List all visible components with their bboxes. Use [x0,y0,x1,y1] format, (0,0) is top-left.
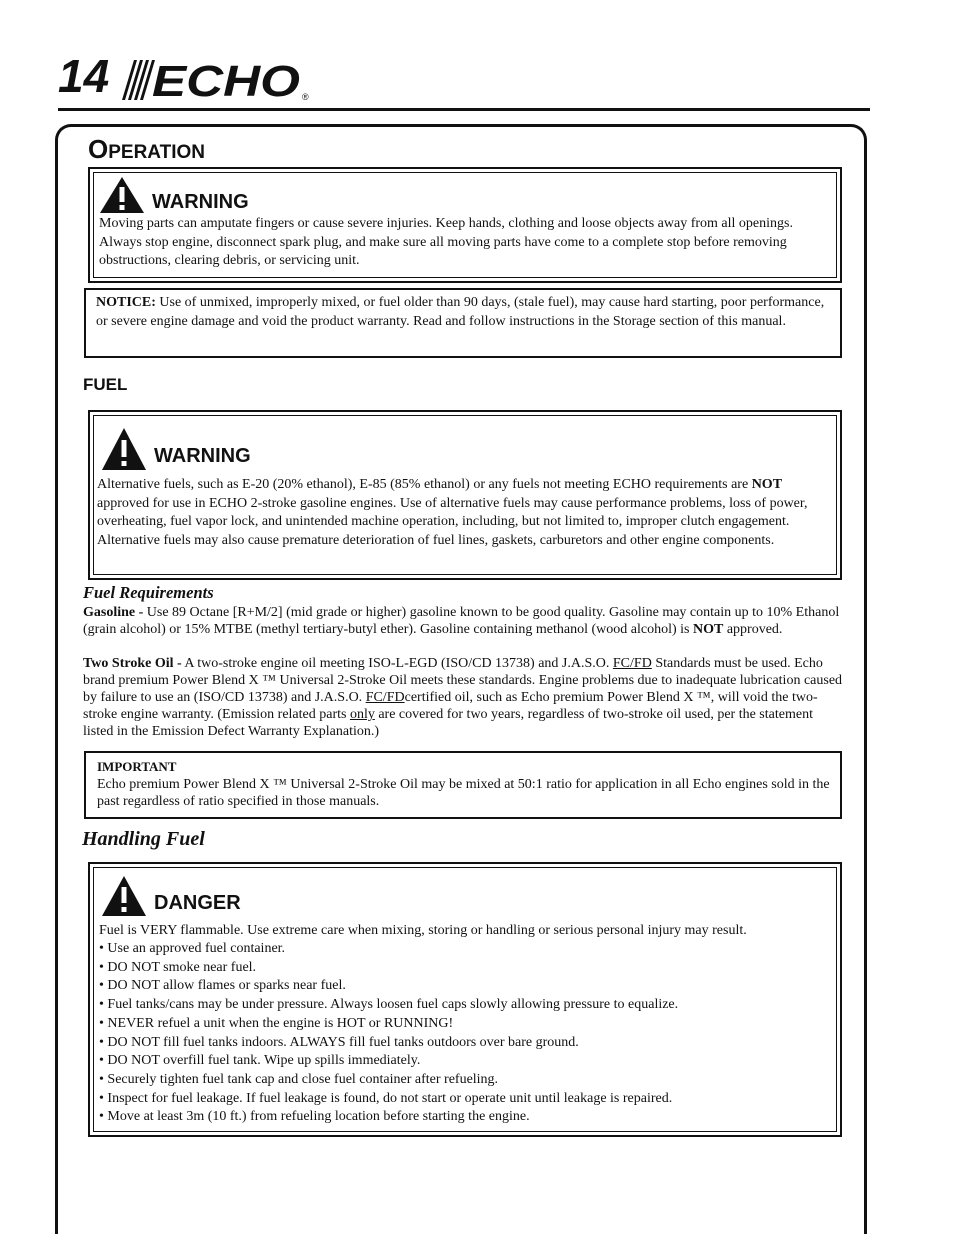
header-rule [58,108,870,111]
list-item: • Securely tighten fuel tank cap and close fuel container after refueling. [99,1071,499,1087]
warning-box-1 [88,167,842,283]
list-item: • DO NOT overfill fuel tank. Wipe up spills immediately. [99,1053,421,1069]
list-item: • Use an approved fuel container. [99,941,286,956]
warning-text-1: Moving parts can amputate fingers or cause severe injuries. Keep hands, clothing and loose objects away from all openings. Always stop engine, disconnect spark plug, and make sure all moving parts have come to a complete stop before removing obstructions, clearing debris, or servicing unit. [99,216,793,269]
danger-list [99,940,835,1127]
important-text: Echo premium Power Blend X ™ Universal 2-Stroke Oil may be mixed at 50:1 ratio for application in all Echo engines sold in the past regardless of ratio specified in those manuals. [97,777,830,809]
danger-box [88,862,842,1137]
danger-intro: Fuel is VERY flammable. Use extreme care when mixing, storing or handling or serious personal injury may result. [99,923,747,938]
list-item: • Inspect for fuel leakage. If fuel leakage is found, do not start or operate unit until leakage is repaired. [99,1090,673,1106]
echo-logo [116,56,312,102]
danger-label: DANGER [154,891,241,914]
danger-header [100,874,241,918]
list-item: • DO NOT fill fuel tanks indoors. ALWAYS fill fuel tanks outdoors over bare ground. [99,1034,579,1050]
list-item: • Fuel tanks/cans may be under pressure. Always loosen fuel caps slowly allowing pressure to equalize. [99,997,679,1013]
warning-triangle-icon [100,426,148,472]
important-box [84,751,842,819]
notice-text: NOTICE: Use of unmixed, improperly mixed, or fuel older than 90 days, (stale fuel), may cause hard starting, poor performance, or severe engine damage and void the product warranty. Read and follow instructions in the Storage section of this manual. [96,295,825,329]
list-item: • DO NOT smoke near fuel. [99,959,257,975]
warning-label: WARNING [154,444,251,467]
fuel-requirements-title: Fuel Requirements [83,583,214,602]
svg-text:ECHO: ECHO [152,57,300,102]
fuel-title: FUEL [83,375,128,394]
page-number: 14 [58,50,110,102]
operation-title: OPERATION [88,134,205,164]
list-item: • DO NOT allow flames or sparks near fuel. [99,978,346,994]
important-label: IMPORTANT [97,759,177,774]
warning-header-1 [98,175,249,215]
list-item: • NEVER refuel a unit when the engine is HOT or RUNNING! [99,1015,454,1031]
warning-label: WARNING [152,190,249,213]
gasoline-paragraph: Gasoline - Use 89 Octane [R+M/2] (mid grade or higher) gasoline known to be good quality. Gasoline may contain up to 10% Ethanol (grain alcohol) or 15% MTBE (methyl tertiary-butyl ether). Gasoline containing methanol (wood alcohol) is NOT approved. [83,605,840,637]
notice-box [84,288,842,358]
warning-triangle-icon [98,175,146,215]
svg-text:®: ® [302,92,309,102]
warning-header-2 [100,426,251,472]
warning-box-2 [88,410,842,580]
handling-fuel-title: Handling Fuel [82,828,205,850]
list-item: • Move at least 3m (10 ft.) from refueling location before starting the engine. [99,1109,530,1125]
two-stroke-oil-paragraph: Two Stroke Oil - A two-stroke engine oil meeting ISO-L-EGD (ISO/CD 13738) and J.A.S.O. FC/FD Standards must be used. Echo brand premium Power Blend X ™ Universal 2-Stroke Oil meets these standards. Engine problems due to inadequate lubrication caused by failure to use an (ISO/CD 13738) and J.A.S.O. FC/FDcertified oil, such as Echo premium Power Blend X ™, will void the two-stroke engine warranty. (Emission related parts only are covered for two years, regardless of two-stroke oil used, per the statement listed in the Emission Defect Warranty Explanation.) [83,656,843,739]
warning-triangle-icon [100,874,148,918]
warning-text-2: Alternative fuels, such as E-20 (20% ethanol), E-85 (85% ethanol) or any fuels not meeting ECHO requirements are NOT approved for use in ECHO 2-stroke gasoline engines. Use of alternative fuels may cause performance problems, loss of power, overheating, fuel vapor lock, and unintended machine operation, including, but not limited to, improper clutch engagement. Alternative fuels may also cause premature deterioration of fuel lines, gaskets, carburetors and other engine components. [97,477,808,549]
notice-label: NOTICE: [96,295,156,310]
